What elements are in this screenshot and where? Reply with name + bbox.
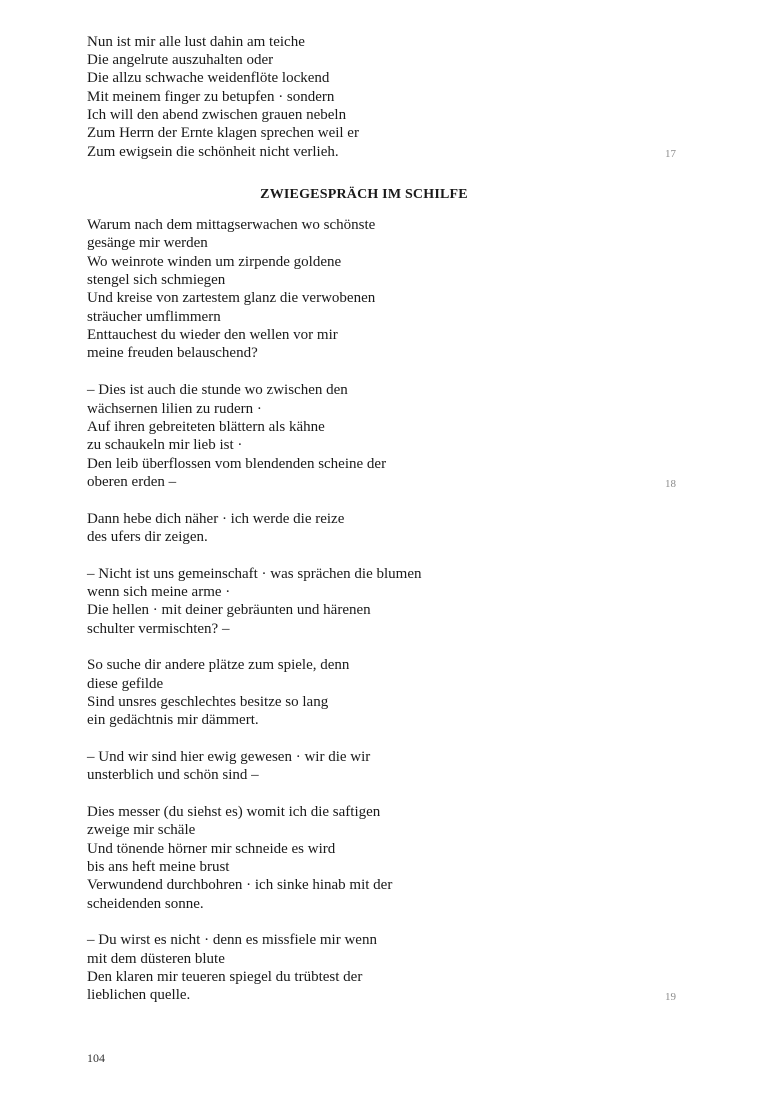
verse-line: So suche dir andere plätze zum spiele, denn <box>87 657 350 673</box>
verse-line: Mit meinem finger zu betupfen · sondern <box>87 89 335 105</box>
verse-line: – Und wir sind hier ewig gewesen · wir die wir <box>87 749 371 765</box>
verse-line: Nun ist mir alle lust dahin am teiche <box>87 34 305 50</box>
verse-line: Warum nach dem mittagserwachen wo schönste <box>87 217 376 233</box>
verse-line: zweige mir schäle <box>87 822 196 838</box>
verse-line: stengel sich schmiegen <box>87 272 226 288</box>
verse-line: unsterblich und schön sind – <box>87 767 259 783</box>
verse-line: Den klaren mir teueren spiegel du trübtest der <box>87 969 363 985</box>
verse-line: Sind unsres geschlechtes besitze so lang <box>87 694 329 710</box>
verse-line: Auf ihren gebreiteten blättern als kähne <box>87 419 325 435</box>
verse-line: Verwundend durchbohren · ich sinke hinab mit der <box>87 877 393 893</box>
verse-line: wenn sich meine arme · <box>87 584 231 600</box>
line-number: 17 <box>665 148 676 160</box>
verse-line: Die hellen · mit deiner gebräunten und härenen <box>87 602 371 618</box>
verse-line: Dann hebe dich näher · ich werde die reize <box>87 511 345 527</box>
verse-line: Dies messer (du siehst es) womit ich die saftigen <box>87 804 381 820</box>
verse-line: scheidenden sonne. <box>87 896 204 912</box>
verse-line: diese gefilde <box>87 676 164 692</box>
verse-line: meine freuden belauschend? <box>87 345 258 361</box>
verse-line: Wo weinrote winden um zirpende goldene <box>87 254 342 270</box>
line-number: 19 <box>665 991 676 1003</box>
line-number: 18 <box>665 478 676 490</box>
verse-line: bis ans heft meine brust <box>87 859 230 875</box>
verse-line: wächsernen lilien zu rudern · <box>87 401 262 417</box>
verse-line: oberen erden – <box>87 474 177 490</box>
verse-line: Ich will den abend zwischen grauen nebeln <box>87 107 347 123</box>
verse-line: des ufers dir zeigen. <box>87 529 208 545</box>
verse-line: schulter vermischten? – <box>87 621 230 637</box>
poem-title: ZWIEGESPRÄCH IM SCHILFE <box>260 187 468 202</box>
verse-line: Enttauchest du wieder den wellen vor mir <box>87 327 338 343</box>
verse-line: ein gedächtnis mir dämmert. <box>87 712 259 728</box>
verse-line: Zum Herrn der Ernte klagen sprechen weil er <box>87 125 359 141</box>
verse-line: – Dies ist auch die stunde wo zwischen den <box>87 382 348 398</box>
verse-line: – Nicht ist uns gemeinschaft · was sprächen die blumen <box>87 566 422 582</box>
verse-line: Den leib überflossen vom blendenden scheine der <box>87 456 387 472</box>
verse-line: lieblichen quelle. <box>87 987 191 1003</box>
verse-line: mit dem düsteren blute <box>87 951 225 967</box>
verse-line: sträucher umflimmern <box>87 309 221 325</box>
page-number: 104 <box>87 1051 105 1065</box>
verse-line: – Du wirst es nicht · denn es missfiele mir wenn <box>87 932 377 948</box>
verse-line: gesänge mir werden <box>87 235 208 251</box>
verse-line: Zum ewigsein die schönheit nicht verlieh. <box>87 144 339 160</box>
verse-line: Die allzu schwache weidenflöte lockend <box>87 70 330 86</box>
verse-line: Und tönende hörner mir schneide es wird <box>87 841 336 857</box>
verse-line: zu schaukeln mir lieb ist · <box>87 437 243 453</box>
verse-line: Die angelrute auszuhalten oder <box>87 52 274 68</box>
verse-line: Und kreise von zartestem glanz die verwobenen <box>87 290 376 306</box>
